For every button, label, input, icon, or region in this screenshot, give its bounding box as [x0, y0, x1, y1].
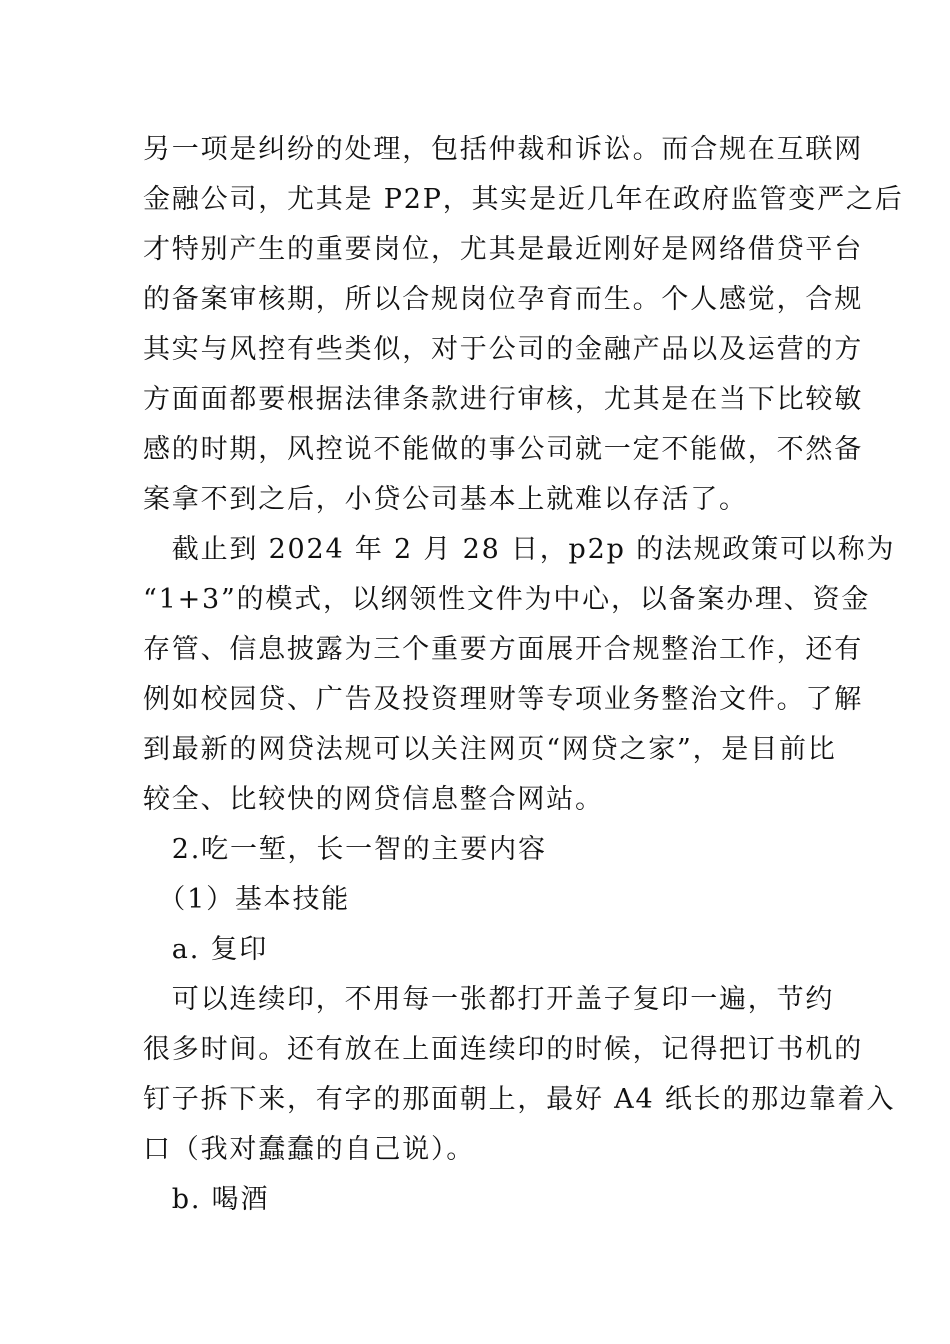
paragraph-1-line-7: 感的时期，风控说不能做的事公司就一定不能做，不然备	[143, 434, 863, 465]
item-a-heading: a. 复印	[143, 934, 269, 965]
paragraph-1-line-8: 案拿不到之后，小贷公司基本上就难以存活了。	[143, 484, 748, 515]
paragraph-2-line-2: “1+3”的模式，以纲领性文件为中心，以备案办理、资金	[143, 584, 871, 615]
paragraph-1-line-3: 才特别产生的重要岗位，尤其是最近刚好是网络借贷平台	[143, 234, 863, 265]
item-a-line-2: 很多时间。还有放在上面连续印的时候，记得把订书机的	[143, 1034, 863, 1065]
paragraph-1-line-6: 方面面都要根据法律条款进行审核，尤其是在当下比较敏	[143, 384, 863, 415]
paragraph-1-line-5: 其实与风控有些类似，对于公司的金融产品以及运营的方	[143, 334, 863, 365]
paragraph-2-line-6: 较全、比较快的网贷信息整合网站。	[143, 784, 604, 815]
paragraph-2-line-3: 存管、信息披露为三个重要方面展开合规整治工作，还有	[143, 634, 863, 665]
section-heading: 2.吃一堑，长一智的主要内容	[143, 834, 547, 865]
item-a-line-4: 口（我对蠢蠢的自己说）。	[143, 1134, 476, 1165]
paragraph-2-line-1: 截止到 2024 年 2 月 28 日，p2p 的法规政策可以称为	[143, 534, 896, 565]
paragraph-2-line-4: 例如校园贷、广告及投资理财等专项业务整治文件。了解	[143, 684, 863, 715]
item-a-line-3: 钉子拆下来，有字的那面朝上，最好 A4 纸长的那边靠着入	[143, 1084, 896, 1115]
paragraph-1-line-2: 金融公司，尤其是 P2P，其实是近几年在政府监管变严之后	[143, 184, 904, 215]
item-b-heading: b. 喝酒	[143, 1184, 270, 1215]
item-a-line-1: 可以连续印，不用每一张都打开盖子复印一遍，节约	[143, 984, 835, 1015]
paragraph-1-line-4: 的备案审核期，所以合规岗位孕育而生。个人感觉，合规	[143, 284, 863, 315]
paragraph-2-line-5: 到最新的网贷法规可以关注网页“网贷之家”，是目前比	[143, 734, 837, 765]
paragraph-1-line-1: 另一项是纠纷的处理，包括仲裁和诉讼。而合规在互联网	[143, 134, 863, 165]
subsection-heading: （1）基本技能	[143, 884, 351, 915]
